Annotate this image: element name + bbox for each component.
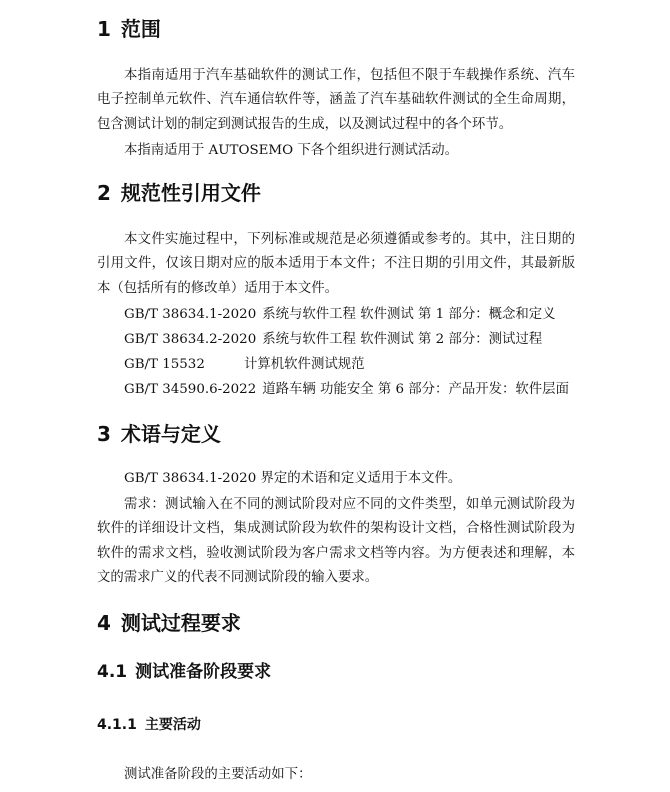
section-1-paragraph-1: 本指南适用于汽车基础软件的测试工作，包括但不限于车载操作系统、汽车电子控制单元软件、汽车通信软件等，涵盖了汽车基础软件测试的全生命周期，包含测试计划的制定到测试报告的生成，以及测试过程中的各个环节。: [97, 68, 575, 132]
section-title: 规范性引用文件: [120, 181, 261, 205]
section-1-paragraph-2: 本指南适用于 AUTOSEMO 下各个组织进行测试活动。: [124, 143, 459, 158]
section-number: 1: [97, 17, 111, 41]
section-number: 4: [97, 611, 111, 635]
standard-title: 系统与软件工程 软件测试 第 2 部分：测试过程: [262, 332, 543, 347]
standard-item: [124, 355, 365, 375]
section-3-paragraph-1: GB/T 38634.1-2020 界定的术语和定义适用于本文件。: [124, 471, 462, 486]
subsection-number: 4.1.1: [97, 717, 137, 733]
standard-item: [124, 330, 542, 350]
standard-code: GB/T 34590.6-2022: [124, 382, 257, 397]
subsection-4-1-heading: [97, 662, 271, 682]
standard-code: GB/T 15532: [124, 357, 205, 372]
standard-title: 系统与软件工程 软件测试 第 1 部分：概念和定义: [262, 307, 556, 322]
section-number: 2: [97, 181, 111, 205]
section-2-intro: 本文件实施过程中，下列标准或规范是必须遵循或参考的。其中，注日期的引用文件，仅该日期对应的版本适用于本文件；不注日期的引用文件，其最新版本（包括所有的修改单）适用于本文件。: [97, 232, 575, 296]
subsection-number: 4.1: [97, 662, 128, 682]
standard-code: GB/T 38634.2-2020: [124, 332, 257, 347]
section-3-paragraph-2: 需求：测试输入在不同的测试阶段对应不同的文件类型，如单元测试阶段为软件的详细设计文档，集成测试阶段为软件的架构设计文档，合格性测试阶段为软件的需求文档，验收测试阶段为客户需求文档等内容。为方便表述和理解，本文的需求广义的代表不同测试阶段的输入要求。: [97, 497, 575, 585]
section-title: 术语与定义: [120, 422, 221, 446]
section-4-heading: [97, 611, 241, 635]
section-title: 范围: [120, 17, 161, 41]
section-3-heading: [97, 422, 221, 446]
standard-title: 计算机软件测试规范: [244, 357, 365, 372]
section-1-heading: [97, 17, 161, 41]
section-number: 3: [97, 422, 111, 446]
standard-item: [124, 380, 569, 400]
subsection-4-1-1-text: 测试准备阶段的主要活动如下：: [124, 767, 312, 782]
section-2-heading: [97, 181, 261, 205]
section-title: 测试过程要求: [120, 611, 241, 635]
standard-item: [124, 305, 556, 325]
standard-title: 道路车辆 功能安全 第 6 部分：产品开发：软件层面: [262, 382, 569, 397]
subsection-title: 测试准备阶段要求: [135, 662, 272, 682]
subsection-4-1-1-heading: [97, 716, 201, 734]
standard-code: GB/T 38634.1-2020: [124, 307, 257, 322]
subsection-title: 主要活动: [144, 717, 201, 733]
